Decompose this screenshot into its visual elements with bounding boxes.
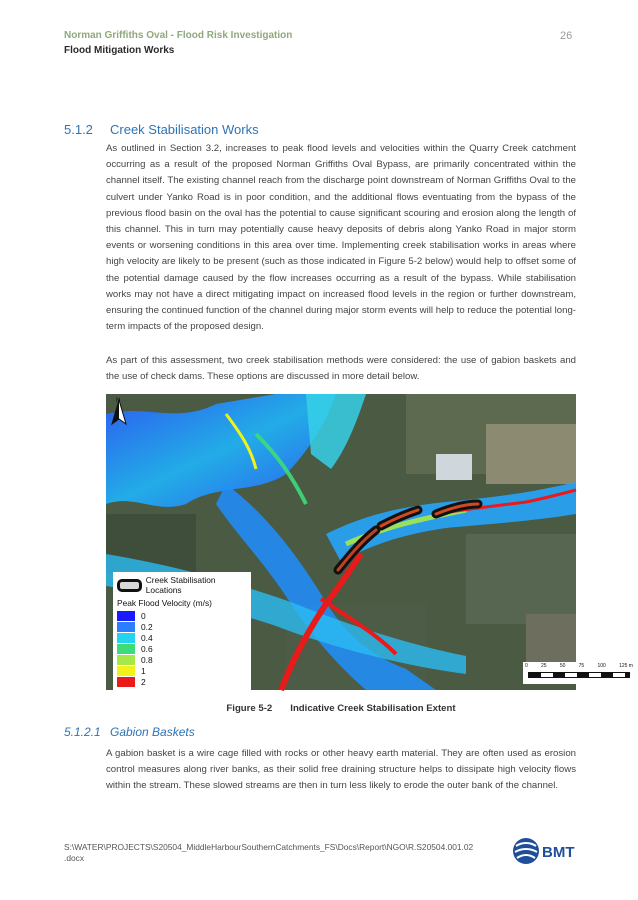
- scale-label: 25: [541, 663, 547, 669]
- scale-label: 75: [578, 663, 585, 669]
- logo-text: BMT: [542, 844, 575, 861]
- legend-item: [117, 665, 247, 676]
- legend-item-label: 0.6: [141, 643, 153, 654]
- legend-item: [117, 643, 247, 654]
- subsection-paragraph: A gabion basket is a wire cage filled with rocks or other heavy earth material. They are often used as erosion control measures along river banks, as their solid free draining structure helps to dissipate high velocity flows within the stream. These slowed streams are then in turn less likely to erode the outer bank of the channel.: [106, 748, 576, 792]
- legend-item-label: 0.2: [141, 621, 153, 632]
- legend-locations: [117, 575, 247, 595]
- header-subtitle: Flood Mitigation Works: [64, 45, 175, 56]
- figure-caption-text: Indicative Creek Stabilisation Extent: [290, 703, 456, 714]
- section-heading: [64, 122, 259, 137]
- header-title: Norman Griffiths Oval - Flood Risk Investigation: [64, 30, 293, 41]
- legend-item-label: 0.8: [141, 654, 153, 665]
- footer-path-line-2: .docx: [64, 853, 85, 863]
- legend-item: [117, 610, 247, 621]
- legend-item-label: 0.4: [141, 632, 153, 643]
- legend-item: [117, 621, 247, 632]
- scale-label: 100: [597, 663, 606, 669]
- scale-label: 0: [525, 663, 528, 669]
- map-legend: [113, 572, 251, 691]
- legend-item-label: 1: [141, 665, 146, 676]
- subsection-number: 5.1.2.1: [64, 725, 101, 739]
- figure-label: Figure 5-2: [226, 703, 273, 714]
- legend-item-label: 0: [141, 610, 146, 621]
- legend-item: [117, 632, 247, 643]
- legend-locations-label: Creek Stabilisation Locations: [145, 575, 216, 595]
- legend-swatch: [117, 644, 135, 654]
- legend-item: [117, 654, 247, 665]
- footer-path-line-1: S:\WATER\PROJECTS\S20504_MiddleHarbourSouthernCatchments_FS\Docs\Report\NGO\R.S20504.001.02: [64, 842, 474, 852]
- section-paragraph-1: As outlined in Section 3.2, increases to peak flood levels and velocities within the Quarry Creek catchment occurring as a result of the proposed Norman Griffiths Oval Bypass, are primarily concentrated within the channel itself. The existing channel reach from the discharge point downstream of Norman Griffiths Oval to the culvert under Yanko Road is in poor condition, and the additional flows eventuating from the bypass of the previous flood basin on the oval has the potential to cause significant scouring and erosion along the length of this channel. This in turn may potentially cause heavy deposits of debris along Yanko Road in major storm events or worsening conditions in this area over time. Implementing creek stabilisation works in areas where high velocity are likely to be present (such as those indicated in Figure 5-2 below) would help to offset some of the potential damage caused by the flow increases occurring as a result of the bypass. While stabilisation works may not have a direct mitigating impact on increased flood levels in the region or further downstream, ensuring the continued function of the channel during major storm events will help to reduce the potential long-term impacts of the proposed design.: [106, 143, 576, 333]
- figure-caption: [106, 703, 576, 714]
- legend-velocity-title: Peak Flood Velocity (m/s): [117, 598, 212, 608]
- subsection-title: Gabion Baskets: [110, 725, 195, 739]
- legend-item: [117, 676, 247, 687]
- bmt-logo: [512, 832, 580, 870]
- legend-swatch: [117, 655, 135, 665]
- legend-swatch: [117, 666, 135, 676]
- north-label: N: [116, 398, 121, 404]
- bmt-logo-icon: [512, 832, 580, 870]
- scale-bar-graphic: [528, 672, 630, 678]
- subsection-heading: [64, 725, 195, 739]
- section-number: 5.1.2: [64, 122, 93, 137]
- flood-velocity-map: [106, 394, 633, 690]
- page-number: 26: [560, 30, 573, 42]
- scale-labels: [525, 663, 633, 669]
- scale-label: 125 m: [619, 663, 633, 669]
- scale-label: 50: [559, 663, 566, 669]
- oval-field: [486, 424, 576, 484]
- legend-swatch: [117, 677, 135, 687]
- scale-bar: [523, 662, 635, 684]
- building-roof: [436, 454, 472, 480]
- section-title: Creek Stabilisation Works: [110, 122, 259, 137]
- stabilisation-swatch: [117, 579, 142, 592]
- legend-swatch: [117, 633, 135, 643]
- section-paragraph-2: As part of this assessment, two creek stabilisation methods were considered: the use of gabion baskets and the use of check dams. These options are discussed in more detail below.: [106, 355, 576, 383]
- legend-item-label: 2: [141, 676, 146, 687]
- legend-swatch: [117, 611, 135, 621]
- footer-file-path: [64, 842, 473, 864]
- legend-swatch: [117, 622, 135, 632]
